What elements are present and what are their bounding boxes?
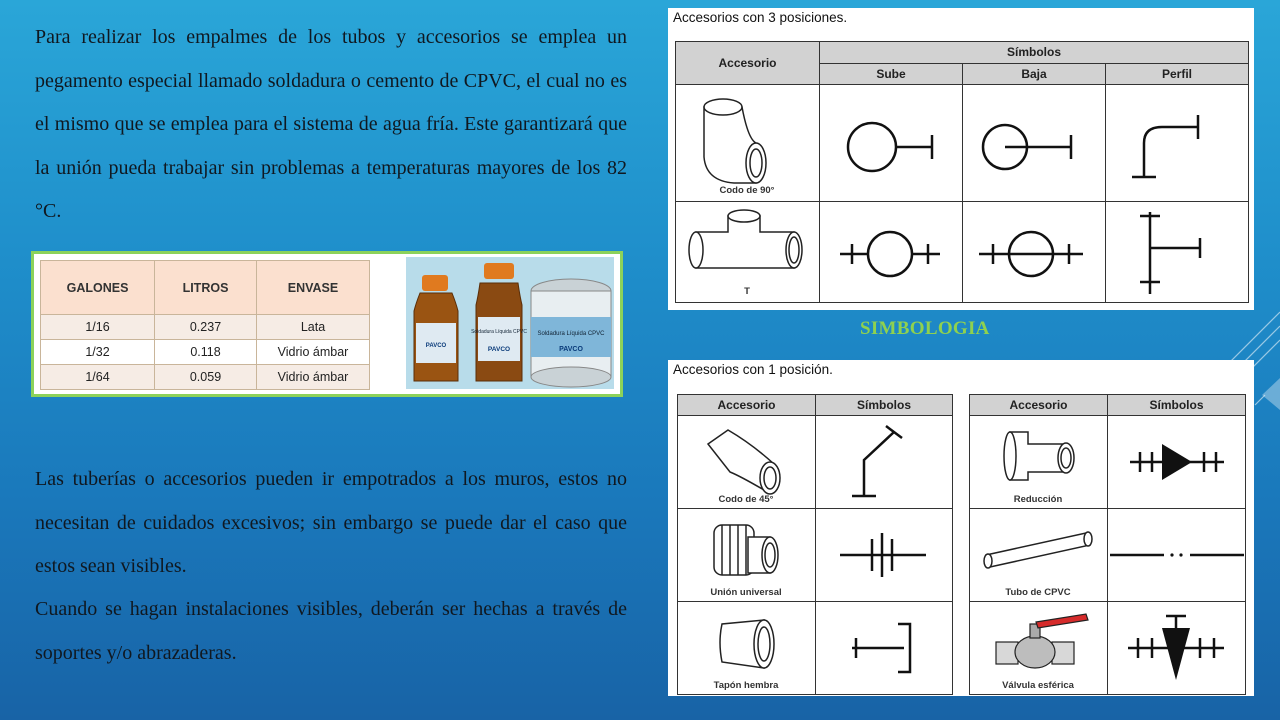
symbols-3-table [675, 41, 1249, 303]
caption: Tubo de CPVC [1005, 587, 1071, 598]
simbologia-title: SIMBOLOGIA [860, 318, 990, 339]
symbol-reducer [1108, 416, 1246, 509]
accessory-cell [970, 416, 1108, 509]
accessory-cell [676, 85, 820, 202]
accessory-cell [970, 509, 1108, 602]
table-row [41, 340, 370, 365]
caption: Codo de 45° [718, 494, 774, 505]
elbow-45-drawing [678, 416, 815, 508]
ball-valve-drawing [970, 602, 1107, 694]
cement-products-photo [406, 257, 614, 389]
reducer-drawing [970, 416, 1107, 508]
table-row [41, 315, 370, 340]
caption: Codo de 90° [719, 185, 775, 196]
symbols-1-left-table [677, 394, 953, 695]
cell: 1/64 [41, 365, 155, 390]
header-simbolos: Símbolos [820, 42, 1249, 64]
accessory-cell [676, 202, 820, 303]
symbol-perfil-elbow [1106, 85, 1249, 202]
tee-drawing [676, 202, 819, 302]
accessory-cell [678, 602, 816, 695]
accessory-cell [678, 509, 816, 602]
bottle-brand: PAVCO [487, 346, 511, 353]
symbol-baja-tee [963, 202, 1106, 303]
accessory-cell [678, 416, 816, 509]
paragraph-visibles: Cuando se hagan instalaciones visibles, deberán ser hechas a través de soportes y/o abrazaderas. [35, 598, 627, 664]
header-accesorio: Accesorio [676, 42, 820, 85]
table-row [41, 365, 370, 390]
small-bottle-brand: PAVCO [425, 343, 447, 349]
header-sube: Sube [820, 63, 963, 85]
elbow-90-drawing [676, 85, 819, 201]
cell: 1/32 [41, 340, 155, 365]
symbol-sube-tee [820, 202, 963, 303]
symbols-1-right-table [969, 394, 1246, 695]
symbol-ball-valve [1108, 602, 1246, 695]
symbol-union [816, 509, 953, 602]
header-envase: ENVASE [257, 261, 370, 315]
can-label: Soldadura Líquida CPVC [537, 331, 605, 337]
galones-table [40, 260, 370, 390]
symbol-sube-elbow [820, 85, 963, 202]
header-accesorio: Accesorio [970, 395, 1108, 416]
cell: 0.237 [155, 315, 257, 340]
cell: 0.118 [155, 340, 257, 365]
accessory-cell [970, 602, 1108, 695]
header-accesorio: Accesorio [678, 395, 816, 416]
bottle-label: Soldadura Líquida CPVC [471, 329, 527, 335]
cell: Vidrio ámbar [257, 340, 370, 365]
paragraph-empotrados: Las tuberías o accesorios pueden ir empotrados a los muros, estos no necesitan de cuidados excesivos; sin embargo se puede dar el caso que estos sean visibles. [35, 468, 627, 577]
caption: Reducción [1013, 494, 1063, 505]
symbols-3-positions-panel [668, 8, 1254, 310]
cell: 0.059 [155, 365, 257, 390]
cell: Vidrio ámbar [257, 365, 370, 390]
header-litros: LITROS [155, 261, 257, 315]
header-baja: Baja [963, 63, 1106, 85]
cell: Lata [257, 315, 370, 340]
caption: Válvula esférica [1002, 680, 1074, 691]
symbol-elbow-45 [816, 416, 953, 509]
panel-title: Accesorios con 3 posiciones. [673, 10, 848, 25]
symbols-1-position-panel [668, 360, 1254, 696]
cell: 1/16 [41, 315, 155, 340]
pipe-drawing [970, 509, 1107, 601]
caption: Unión universal [710, 587, 782, 598]
union-drawing [678, 509, 815, 601]
symbol-baja-elbow [963, 85, 1106, 202]
panel-title: Accesorios con 1 posición. [673, 362, 833, 377]
header-galones: GALONES [41, 261, 155, 315]
symbol-perfil-tee [1106, 202, 1249, 303]
caption: T [744, 286, 750, 297]
caption: Tapón hembra [713, 680, 779, 691]
header-simbolos: Símbolos [1108, 395, 1246, 416]
cap-drawing [678, 602, 815, 694]
paragraph-soldadura: Para realizar los empalmes de los tubos y accesorios se emplea un pegamento especial llamado soldadura o cemento de CPVC, el cual no es el mismo que se emplea para el sistema de agua fría. Este garantizará que la unión pueda trabajar sin problemas a temperaturas mayores de los 82 °C. [35, 26, 627, 222]
symbol-cap [816, 602, 953, 695]
galones-panel [31, 251, 623, 397]
header-perfil: Perfil [1106, 63, 1249, 85]
symbol-pipe [1108, 509, 1246, 602]
can-brand: PAVCO [559, 346, 583, 353]
header-simbolos: Símbolos [816, 395, 953, 416]
